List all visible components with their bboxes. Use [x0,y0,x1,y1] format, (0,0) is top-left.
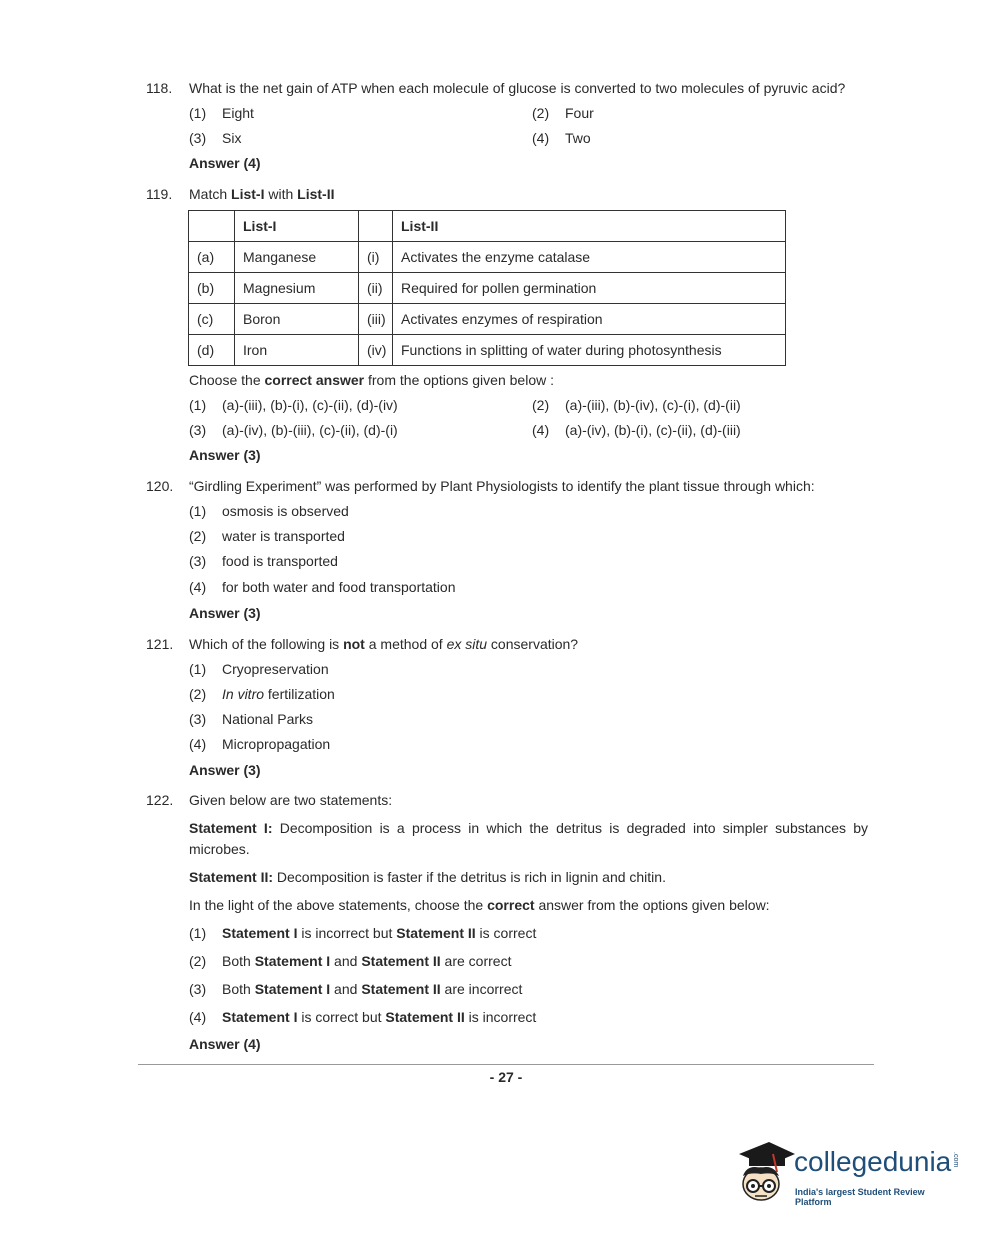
question-text: Which of the following is not a method of ex situ conservation? [189,636,579,652]
option-text: (a)-(iii), (b)-(iv), (c)-(i), (d)-(ii) [565,397,741,413]
table-cell: (c) [189,304,235,335]
option [189,130,241,146]
option-number: (4) [189,736,207,752]
instruction-text: Choose the correct answer from the options given below : [189,372,554,388]
option-number: (4) [189,579,207,595]
option-number: (3) [189,422,207,438]
option [532,105,594,121]
option-text: Six [222,130,242,146]
option-number: (4) [532,422,550,438]
option: (3) Both Statement I and Statement II are incorrect [189,981,523,997]
statement-one: Statement I: Decomposition is a process in which the detritus is degraded into simpler substances by [189,820,869,836]
option [189,503,349,519]
option [189,711,313,727]
option [189,686,335,702]
table-header: List-I [235,211,359,242]
table-row [189,242,786,273]
option-text: fertilization [264,686,335,702]
table-cell: (iii) [359,304,393,335]
student-mascot-icon [733,1136,795,1211]
question-number: 122. [146,792,174,808]
table-cell: (d) [189,335,235,366]
collegedunia-logo [733,1136,963,1211]
option-text: (a)-(iv), (b)-(i), (c)-(ii), (d)-(iii) [565,422,741,438]
table-cell: Manganese [235,242,359,273]
option: (1) Statement I is incorrect but Statement II is correct [189,925,537,941]
question-text: Match List-I with List-II [189,186,335,202]
option-text: Four [565,105,594,121]
table-cell: Activates enzymes of respiration [393,304,786,335]
question-number: 118. [146,80,173,96]
option-number: (2) [189,528,207,544]
option [189,105,254,121]
option-text: for both water and food transportation [222,579,456,595]
answer: Answer (3) [189,762,261,778]
option [189,736,330,752]
question-text: What is the net gain of ATP when each molecule of glucose is converted to two molecules of pyruvic acid? [189,80,846,96]
option [532,130,591,146]
table-cell: (a) [189,242,235,273]
option-text: Cryopreservation [222,661,329,677]
option-text: Two [565,130,591,146]
instruction-text: In the light of the above statements, choose the correct answer from the options given below: [189,897,770,913]
answer: Answer (4) [189,1036,261,1052]
option: (4) Statement I is correct but Statement II is incorrect [189,1009,537,1025]
option-number: (3) [189,981,207,997]
table-cell: Activates the enzyme catalase [393,242,786,273]
table-cell: Functions in splitting of water during photosynthesis [393,335,786,366]
table-cell: (iv) [359,335,393,366]
option: (2) Both Statement I and Statement II are correct [189,953,512,969]
table-cell: Magnesium [235,273,359,304]
option-number: (1) [189,503,207,519]
option [189,528,345,544]
option [189,422,398,438]
option-number: (1) [189,661,207,677]
table-row [189,304,786,335]
logo-tagline: India's largest Student Review Platform [795,1187,925,1207]
table-cell: Iron [235,335,359,366]
option-number: (4) [189,1009,207,1025]
table-cell: (i) [359,242,393,273]
table-cell: Required for pollen germination [393,273,786,304]
answer: Answer (3) [189,447,261,463]
option-text: water is transported [222,528,345,544]
question-number: 120. [146,478,174,494]
logo-wordmark: collegedunia [794,1146,952,1177]
option-number: (1) [189,925,207,941]
table-row [189,273,786,304]
option-number: (3) [189,130,207,146]
answer: Answer (4) [189,155,261,171]
option [189,661,329,677]
table-header: List-II [393,211,786,242]
question-number: 119. [146,186,173,202]
statement-one-continued: microbes. [189,841,250,857]
option-text: osmosis is observed [222,503,349,519]
question-text: “Girdling Experiment” was performed by Plant Physiologists to identify the plant tissue through which: [189,478,815,494]
option-text: (a)-(iv), (b)-(iii), (c)-(ii), (d)-(i) [222,422,398,438]
statement-two: Statement II: Decomposition is faster if the detritus is rich in lignin and chitin. [189,869,666,885]
option-number: (1) [189,397,207,413]
match-table [188,210,786,366]
option-text: National Parks [222,711,314,727]
table-cell: (ii) [359,273,393,304]
option [189,579,455,595]
table-header-row [189,211,786,242]
option-text-italic: In vitro [222,686,265,702]
question-number: 121. [146,636,174,652]
logo-domain: .com [952,1152,959,1168]
option-number: (3) [189,711,207,727]
question-text: Given below are two statements: [189,792,393,808]
option [189,553,338,569]
page-number: - 27 - [489,1069,523,1085]
option-text: Micropropagation [222,736,331,752]
footer-divider [138,1064,874,1065]
option-number: (3) [189,553,207,569]
option-text: food is transported [222,553,338,569]
option [532,422,741,438]
option-number: (2) [532,105,550,121]
option-text: (a)-(iii), (b)-(i), (c)-(ii), (d)-(iv) [222,397,398,413]
option-text: Eight [222,105,254,121]
table-cell: Boron [235,304,359,335]
option-number: (2) [189,686,207,702]
option-number: (2) [189,953,207,969]
option [532,397,741,413]
table-cell: (b) [189,273,235,304]
option-number: (4) [532,130,550,146]
answer: Answer (3) [189,605,261,621]
option-number: (2) [532,397,550,413]
option [189,397,398,413]
table-row [189,335,786,366]
option-number: (1) [189,105,207,121]
